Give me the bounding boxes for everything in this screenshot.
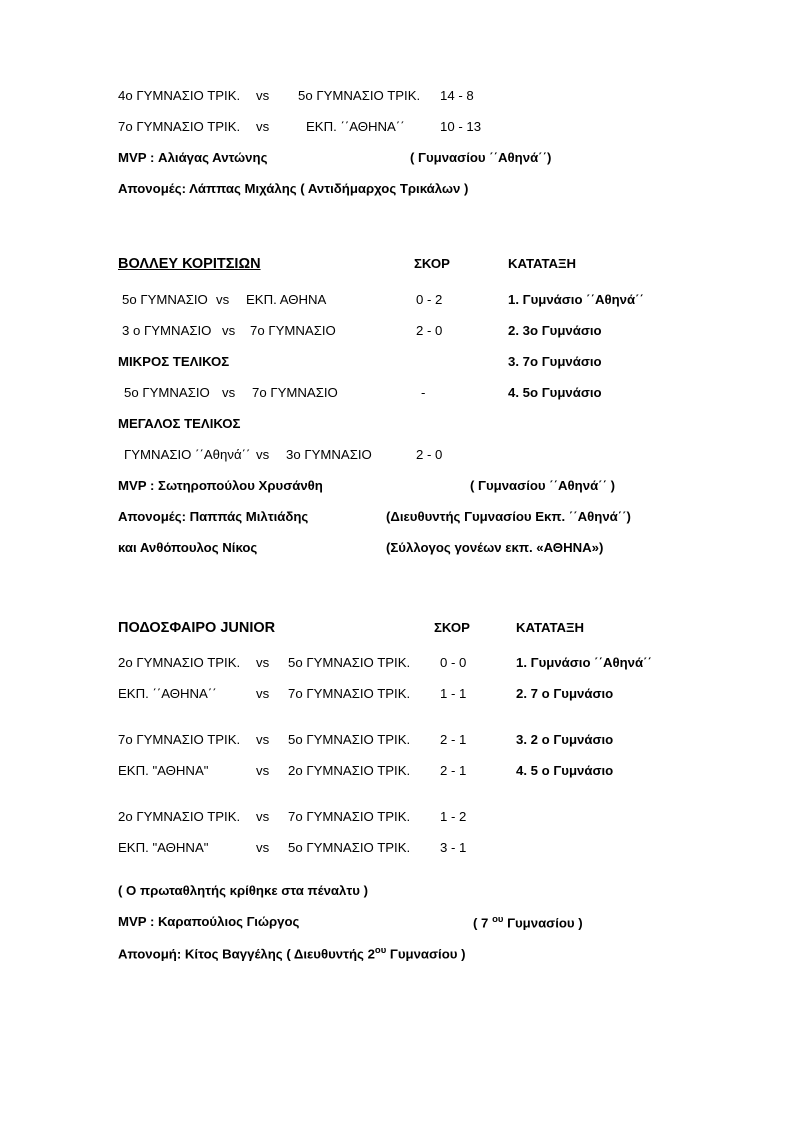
awards-presenter: και Ανθόπουλος Νίκος bbox=[118, 540, 258, 555]
rank-item: 2. 3ο Γυμνάσιο bbox=[508, 323, 602, 338]
vs-label: vs bbox=[256, 840, 270, 855]
awards-presenter-role: (Διευθυντής Γυμνασίου Εκπ. ΄΄Αθηνά΄΄) bbox=[386, 509, 631, 524]
team-b: ΕΚΠ. ΑΘΗΝΑ bbox=[246, 292, 327, 307]
vs-label: vs bbox=[256, 119, 270, 134]
mvp-affiliation-pre: ( 7 bbox=[473, 915, 493, 931]
mvp-affiliation-post: Γυμνασίου ) bbox=[503, 915, 583, 931]
row-gap bbox=[118, 871, 700, 883]
small-final-header-row bbox=[118, 354, 700, 385]
team-b: 7ο ΓΥΜΝΑΣΙΟ ΤΡΙΚ. bbox=[288, 809, 411, 824]
vs-label: vs bbox=[222, 323, 236, 338]
match-score: 14 - 8 bbox=[440, 88, 474, 103]
match-score: 2 - 1 bbox=[440, 763, 467, 778]
penalty-note-line bbox=[118, 883, 700, 914]
match-score: 0 - 0 bbox=[440, 655, 467, 670]
section-gap bbox=[118, 568, 700, 620]
score-column-header: ΣΚΟΡ bbox=[414, 256, 450, 271]
football-junior-section bbox=[118, 620, 700, 976]
match-score: 2 - 1 bbox=[440, 732, 467, 747]
match-score: 2 - 0 bbox=[416, 323, 443, 338]
vs-label: vs bbox=[256, 655, 270, 670]
team-a: 2ο ΓΥΜΝΑΣΙΟ ΤΡΙΚ. bbox=[118, 809, 241, 824]
section-title: ΠΟΔΟΣΦΑΙΡΟ JUNIOR bbox=[118, 620, 276, 636]
match-score: 10 - 13 bbox=[440, 119, 482, 134]
match-row bbox=[118, 763, 700, 794]
team-b: 7ο ΓΥΜΝΑΣΙΟ bbox=[252, 385, 338, 400]
score-column-header: ΣΚΟΡ bbox=[434, 620, 470, 635]
team-a: ΕΚΠ. ΄΄ΑΘΗΝΑ΄΄ bbox=[118, 686, 217, 701]
team-a: ΓΥΜΝΑΣΙΟ ΄΄Αθηνά΄΄ bbox=[124, 447, 251, 462]
mvp-line bbox=[118, 478, 700, 509]
match-row bbox=[118, 655, 700, 686]
match-row bbox=[118, 292, 700, 323]
big-final-row bbox=[118, 447, 700, 478]
rank-item: 3. 7ο Γυμνάσιο bbox=[508, 354, 602, 369]
vs-label: vs bbox=[256, 447, 270, 462]
row-gap bbox=[118, 794, 700, 809]
vs-label: vs bbox=[256, 763, 270, 778]
match-score: 3 - 1 bbox=[440, 840, 467, 855]
penalty-note: ( Ο πρωταθλητής κρίθηκε στα πέναλτυ ) bbox=[118, 883, 368, 898]
award-line bbox=[118, 945, 700, 976]
team-a: ΕΚΠ. "ΑΘΗΝΑ" bbox=[118, 840, 209, 855]
rank-column-header: ΚΑΤΑΤΑΞΗ bbox=[516, 620, 585, 635]
award-ordinal: ου bbox=[374, 945, 387, 956]
rank-item: 4. 5ο Γυμνάσιο bbox=[508, 385, 602, 400]
award-text bbox=[118, 945, 466, 961]
match-row bbox=[118, 88, 700, 119]
team-a: 7ο ΓΥΜΝΑΣΙΟ ΤΡΙΚ. bbox=[118, 732, 241, 747]
team-b: 5ο ΓΥΜΝΑΣΙΟ ΤΡΙΚ. bbox=[288, 840, 411, 855]
match-score: 1 - 2 bbox=[440, 809, 467, 824]
team-b: 5ο ΓΥΜΝΑΣΙΟ ΤΡΙΚ. bbox=[288, 732, 411, 747]
vs-label: vs bbox=[256, 88, 270, 103]
big-final-label: ΜΕΓΑΛΟΣ ΤΕΛΙΚΟΣ bbox=[118, 416, 241, 431]
match-score: 0 - 2 bbox=[416, 292, 443, 307]
team-b: 7ο ΓΥΜΝΑΣΙΟ bbox=[250, 323, 336, 338]
awards-text: Απονομές: Λάππας Μιχάλης ( Αντιδήμαρχος Τρικάλων ) bbox=[118, 181, 469, 196]
rank-item: 4. 5 ο Γυμνάσιο bbox=[516, 763, 614, 778]
match-score: 2 - 0 bbox=[416, 447, 443, 462]
section-header bbox=[118, 256, 700, 292]
small-final-row bbox=[118, 385, 700, 416]
award-text-pre: Απονομή: Κίτος Βαγγέλης ( Διευθυντής 2 bbox=[118, 946, 375, 962]
rank-item: 3. 2 ο Γυμνάσιο bbox=[516, 732, 614, 747]
match-row bbox=[118, 323, 700, 354]
mvp-label: MVP : Σωτηροπούλου Χρυσάνθη bbox=[118, 478, 323, 493]
awards-line-2 bbox=[118, 540, 700, 568]
vs-label: vs bbox=[222, 385, 236, 400]
volley-girls-section bbox=[118, 256, 700, 568]
rank-item: 1. Γυμνάσιο ΄΄Αθηνά΄΄ bbox=[508, 292, 644, 307]
small-final-label: ΜΙΚΡΟΣ ΤΕΛΙΚΟΣ bbox=[118, 354, 230, 369]
team-a: ΕΚΠ. "ΑΘΗΝΑ" bbox=[118, 763, 209, 778]
awards-line-1 bbox=[118, 509, 700, 540]
team-a: 3 ο ΓΥΜΝΑΣΙΟ bbox=[122, 323, 212, 338]
mvp-line bbox=[118, 914, 700, 945]
vs-label: vs bbox=[256, 809, 270, 824]
team-b: 3ο ΓΥΜΝΑΣΙΟ bbox=[286, 447, 372, 462]
mvp-affiliation-ordinal: ου bbox=[492, 914, 504, 925]
team-b: 5ο ΓΥΜΝΑΣΙΟ ΤΡΙΚ. bbox=[288, 655, 411, 670]
team-b: 2ο ΓΥΜΝΑΣΙΟ ΤΡΙΚ. bbox=[288, 763, 411, 778]
mvp-label: MVP : Αλιάγας Αντώνης bbox=[118, 150, 268, 165]
team-b: 7ο ΓΥΜΝΑΣΙΟ ΤΡΙΚ. bbox=[288, 686, 411, 701]
mvp-affiliation bbox=[473, 914, 583, 930]
team-a: 7ο ΓΥΜΝΑΣΙΟ ΤΡΙΚ. bbox=[118, 119, 241, 134]
awards-presenter: Απονομές: Παππάς Μιλτιάδης bbox=[118, 509, 309, 524]
match-row bbox=[118, 686, 700, 717]
rank-item: 2. 7 ο Γυμνάσιο bbox=[516, 686, 614, 701]
team-a: 4ο ΓΥΜΝΑΣΙΟ ΤΡΙΚ. bbox=[118, 88, 241, 103]
team-b: ΕΚΠ. ΄΄ΑΘΗΝΑ΄΄ bbox=[306, 119, 405, 134]
awards-line bbox=[118, 181, 700, 212]
match-score: 1 - 1 bbox=[440, 686, 467, 701]
row-gap bbox=[118, 717, 700, 732]
vs-label: vs bbox=[256, 732, 270, 747]
team-a: 5ο ΓΥΜΝΑΣΙΟ bbox=[124, 385, 210, 400]
awards-presenter-role: (Σύλλογος γονέων εκπ. «ΑΘΗΝΑ») bbox=[386, 540, 604, 555]
mvp-affiliation: ( Γυμνασίου ΄΄Αθηνά΄΄) bbox=[410, 150, 552, 165]
team-a: 5ο ΓΥΜΝΑΣΙΟ bbox=[122, 292, 208, 307]
team-a: 2ο ΓΥΜΝΑΣΙΟ ΤΡΙΚ. bbox=[118, 655, 241, 670]
rank-item: 1. Γυμνάσιο ΄΄Αθηνά΄΄ bbox=[516, 655, 652, 670]
vs-label: vs bbox=[256, 686, 270, 701]
match-row bbox=[118, 119, 700, 150]
section-title: ΒΟΛΛΕΥ ΚΟΡΙΤΣΙΩΝ bbox=[118, 256, 261, 272]
match-row bbox=[118, 840, 700, 871]
section-header bbox=[118, 620, 700, 655]
mvp-line bbox=[118, 150, 700, 181]
team-b: 5ο ΓΥΜΝΑΣΙΟ ΤΡΙΚ. bbox=[298, 88, 421, 103]
mvp-affiliation: ( Γυμνασίου ΄΄Αθηνά΄΄ ) bbox=[470, 478, 616, 493]
match-score: - bbox=[421, 385, 426, 400]
award-text-post: Γυμνασίου ) bbox=[386, 946, 466, 962]
big-final-header-row bbox=[118, 416, 700, 447]
match-row bbox=[118, 732, 700, 763]
mvp-label: MVP : Καραπούλιος Γιώργος bbox=[118, 914, 300, 929]
vs-label: vs bbox=[216, 292, 230, 307]
rank-column-header: ΚΑΤΑΤΑΞΗ bbox=[508, 256, 577, 271]
section-gap bbox=[118, 212, 700, 256]
match-row bbox=[118, 809, 700, 840]
basketball-results-block bbox=[118, 88, 700, 212]
